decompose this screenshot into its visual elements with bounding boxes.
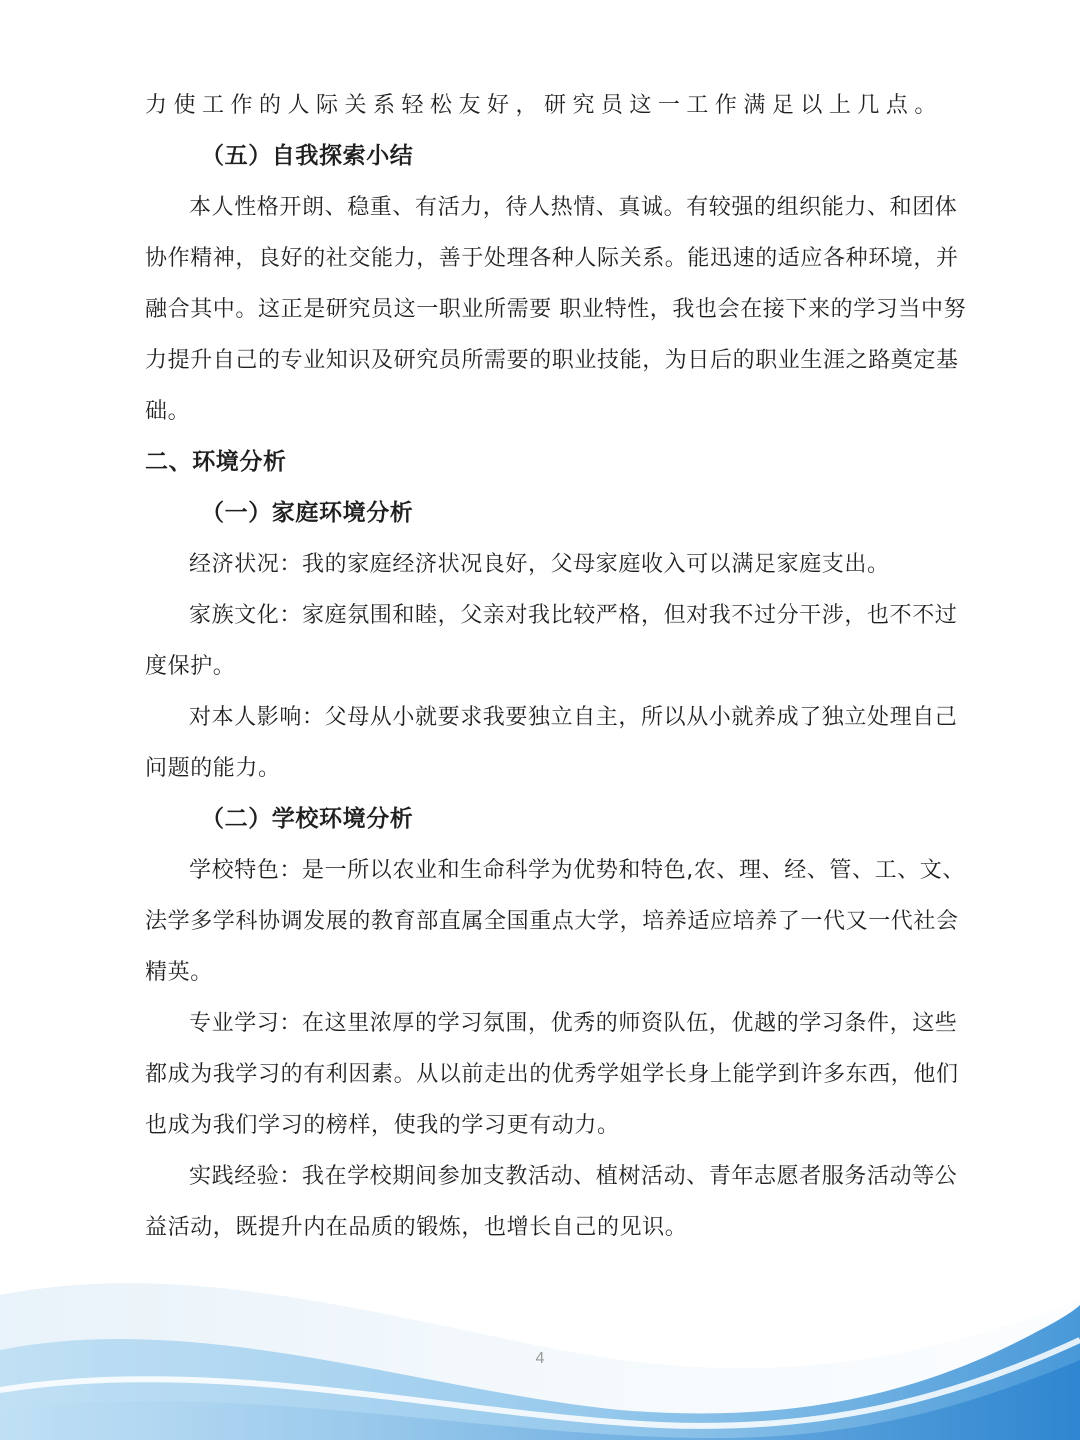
paragraph-line: 法学多学科协调发展的教育部直属全国重点大学，培养适应培养了一代又一代社会 (145, 909, 959, 934)
paragraph-line: 力使工作的人际关系轻松友好，研究员这一工作满足以上几点。 (145, 93, 937, 118)
subsection-heading-family: （一）家庭环境分析 (201, 500, 414, 526)
paragraph-line: 实践经验：我在学校期间参加支教活动、植树活动、青年志愿者服务活动等公 (189, 1164, 958, 1189)
paragraph-line: 问题的能力。 (145, 756, 281, 781)
paragraph-line: 对本人影响：父母从小就要求我要独立自主，所以从小就养成了独立处理自己 (189, 705, 958, 730)
section-heading-environment: 二、环境分析 (145, 449, 287, 475)
page-number: 4 (535, 1350, 545, 1367)
paragraph-line: 经济状况：我的家庭经济状况良好，父母家庭收入可以满足家庭支出。 (189, 552, 890, 577)
paragraph-line: 度保护。 (145, 654, 236, 679)
paragraph-line: 础。 (145, 399, 191, 424)
paragraph-line: 协作精神，良好的社交能力，善于处理各种人际关系。能迅速的适应各种环境，并 (145, 246, 959, 271)
paragraph-line: 也成为我们学习的榜样，使我的学习更有动力。 (145, 1113, 620, 1138)
paragraph-line: 都成为我学习的有利因素。从以前走出的优秀学姐学长身上能学到许多东西，他们 (145, 1062, 959, 1087)
paragraph-line: 融合其中。这正是研究员这一职业所需要 职业特性，我也会在接下来的学习当中努 (145, 297, 967, 322)
paragraph-line: 精英。 (145, 960, 213, 985)
subsection-heading-self-summary: （五）自我探索小结 (201, 143, 414, 169)
paragraph-line: 专业学习：在这里浓厚的学习氛围，优秀的师资队伍，优越的学习条件，这些 (189, 1011, 958, 1036)
subsection-heading-school: （二）学校环境分析 (201, 806, 414, 832)
paragraph-line: 益活动，既提升内在品质的锻炼，也增长自己的见识。 (145, 1215, 688, 1240)
document-body (145, 80, 967, 1253)
paragraph-line: 本人性格开朗、稳重、有活力，待人热情、真诚。有较强的组织能力、和团体 (189, 195, 958, 220)
paragraph-line: 家族文化：家庭氛围和睦，父亲对我比较严格，但对我不过分干涉，也不不过 (189, 603, 958, 628)
decorative-wave-footer (0, 1240, 1080, 1440)
paragraph-line: 学校特色：是一所以农业和生命科学为优势和特色,农、理、经、管、工、文、 (189, 858, 965, 883)
paragraph-line: 力提升自己的专业知识及研究员所需要的职业技能，为日后的职业生涯之路奠定基 (145, 348, 959, 373)
